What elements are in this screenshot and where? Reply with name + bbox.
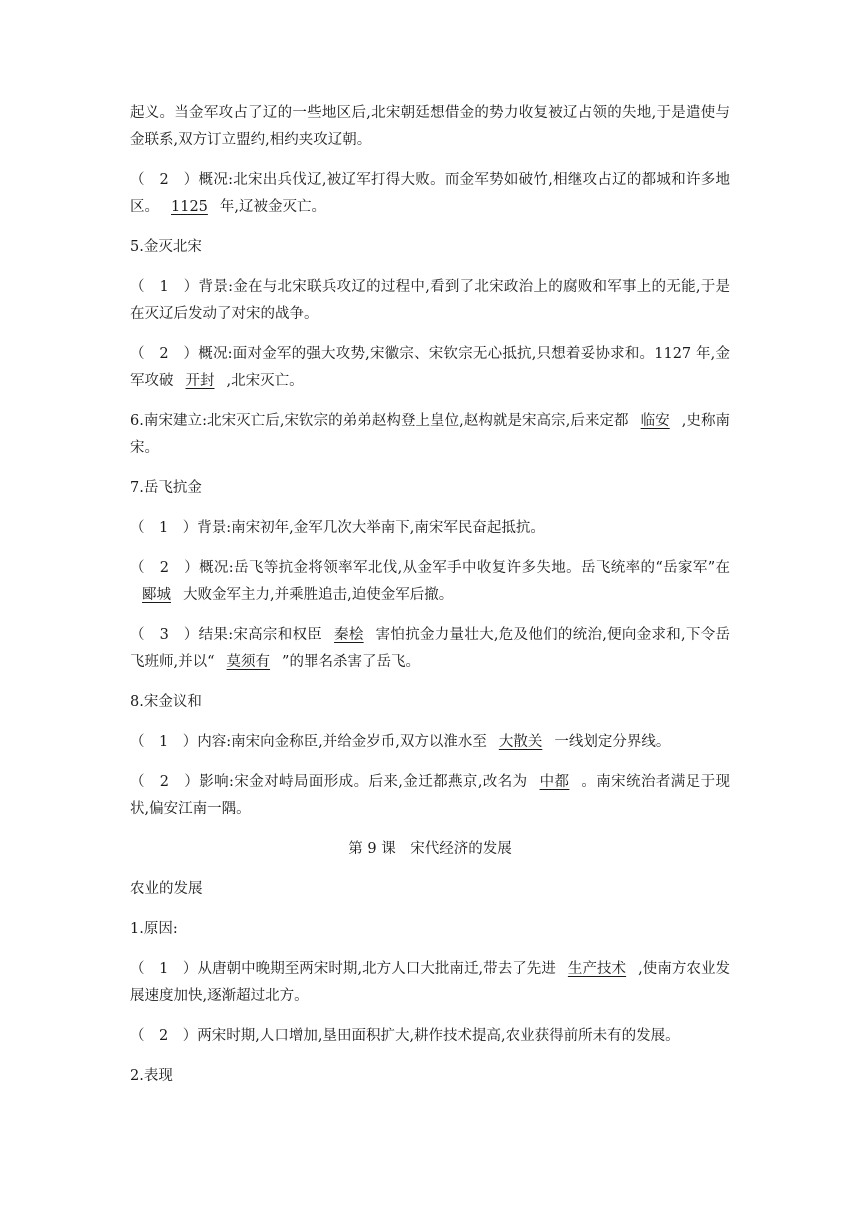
fill-in-answer: 1125: [171, 199, 208, 215]
text-run: （ 2 ）概况:北宋出兵伐辽,被辽军打得大败。而金军势如破竹,相继攻占辽的都城和许多地区。: [130, 172, 730, 215]
text-run: 8.宋金议和: [130, 694, 202, 710]
paragraph: [130, 1023, 730, 1050]
fill-in-answer: 开封: [185, 373, 215, 389]
paragraph: [130, 341, 730, 395]
text-run: 1.原因:: [130, 921, 178, 937]
section-heading: [130, 916, 730, 943]
fill-in-answer: 大散关: [498, 734, 543, 750]
text-run: 5.金灭北宋: [130, 239, 202, 255]
fill-in-answer: 临安: [640, 413, 670, 429]
paragraph: [130, 515, 730, 542]
fill-in-answer: 莫须有: [226, 654, 271, 670]
paragraph: [130, 555, 730, 609]
section-heading: [130, 876, 730, 903]
text-run: （ 2 ）概况:岳飞等抗金将领率军北伐,从金军手中收复许多失地。岳飞统率的“岳家军”在: [130, 560, 730, 576]
text-run: 7.岳飞抗金: [130, 480, 202, 496]
section-heading: [130, 234, 730, 261]
text-run: （ 1 ）背景:金在与北宋联兵攻辽的过程中,看到了北宋政治上的腐败和军事上的无能,于是在灭辽后发动了对宋的战争。: [130, 279, 730, 322]
paragraph: [130, 622, 730, 676]
text-run: 大败金军主力,并乘胜追击,迫使金军后撤。: [183, 587, 454, 603]
text-run: （ 3 ）结果:宋高宗和权臣: [130, 627, 323, 643]
text-run: ,使南方农业发展速度加快,逐渐超过北方。: [130, 961, 731, 1004]
text-run: ,史称南宋。: [130, 413, 731, 456]
section-heading: [130, 475, 730, 502]
fill-in-answer: 郾城: [142, 587, 171, 603]
text-run: 第 9 课 宋代经济的发展: [348, 841, 512, 857]
paragraph: [130, 408, 730, 462]
paragraph: [130, 167, 730, 221]
paragraph: [130, 769, 730, 823]
text-run: ”的罪名杀害了岳飞。: [282, 654, 420, 670]
text-run: 一线划定分界线。: [554, 734, 671, 750]
paragraph: [130, 956, 730, 1010]
text-run: 2.表现: [130, 1068, 173, 1084]
paragraph: [130, 100, 730, 154]
paragraph: [130, 729, 730, 756]
text-run: （ 2 ）两宋时期,人口增加,垦田面积扩大,耕作技术提高,农业获得前所未有的发展。: [130, 1028, 680, 1044]
section-heading: [130, 689, 730, 716]
paragraph: [130, 274, 730, 328]
text-run: （ 2 ）概况:面对金军的强大攻势,宋徽宗、宋钦宗无心抵抗,只想着妥协求和。1127 年,金军攻破: [130, 346, 730, 389]
text-run: （ 1 ）从唐朝中晚期至两宋时期,北方人口大批南迁,带去了先进: [130, 961, 556, 977]
text-run: （ 2 ）影响:宋金对峙局面形成。后来,金迁都燕京,改名为: [130, 774, 528, 790]
text-run: （ 1 ）背景:南宋初年,金军几次大举南下,南宋军民奋起抵抗。: [130, 520, 545, 536]
text-run: 起义。当金军攻占了辽的一些地区后,北宋朝廷想借金的势力收复被辽占领的失地,于是遣使与金联系,双方订立盟约,相约夹攻辽朝。: [130, 105, 730, 148]
text-run: 年,辽被金灭亡。: [219, 199, 327, 215]
text-run: 。南宋统治者满足于现状,偏安江南一隅。: [130, 774, 731, 817]
document-page: [130, 100, 730, 1103]
fill-in-answer: 秦桧: [334, 627, 364, 643]
fill-in-answer: 生产技术: [567, 961, 627, 977]
fill-in-answer: 中都: [539, 774, 570, 790]
lesson-title: [130, 836, 730, 863]
section-heading: [130, 1063, 730, 1090]
text-run: 农业的发展: [130, 881, 203, 897]
text-run: ,北宋灭亡。: [226, 373, 304, 389]
text-run: （ 1 ）内容:南宋向金称臣,并给金岁币,双方以淮水至: [130, 734, 487, 750]
text-run: 6.南宋建立:北宋灭亡后,宋钦宗的弟弟赵构登上皇位,赵构就是宋高宗,后来定都: [130, 413, 629, 429]
text-run: 害怕抗金力量壮大,危及他们的统治,便向金求和,下令岳飞班师,并以“: [130, 627, 731, 670]
